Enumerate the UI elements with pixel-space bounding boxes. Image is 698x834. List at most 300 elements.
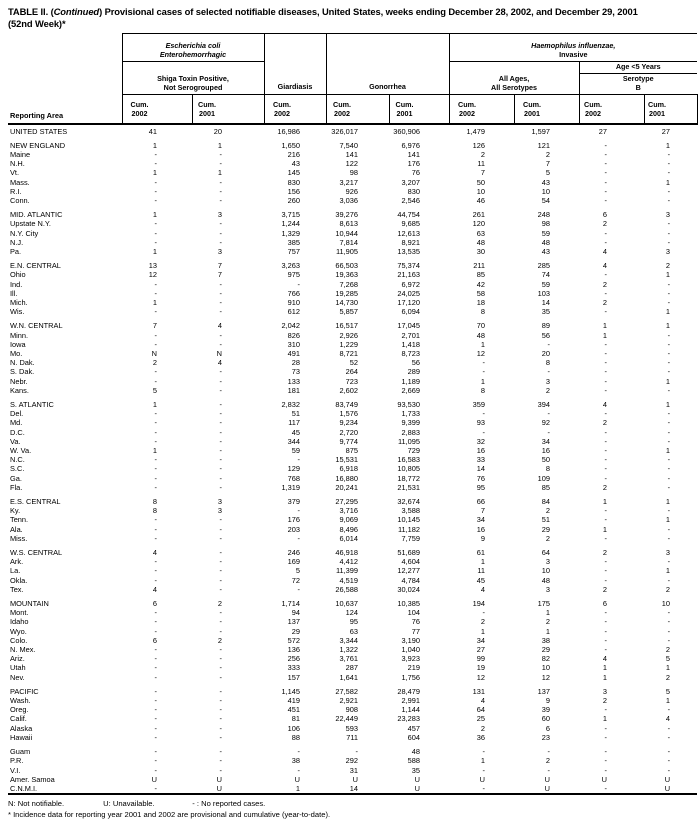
reporting-area-cell: MOUNTAIN [10,599,49,609]
data-cell: 27 [476,645,485,655]
data-cell: 27,295 [335,497,358,507]
ecoli-label-line1: Escherichia coli [165,41,221,50]
data-cell: 1 [602,714,607,724]
table-row [8,627,697,636]
table-row [8,673,697,682]
data-cell: 1,145 [281,686,300,696]
data-cell: 36 [476,732,485,742]
data-cell: U [192,784,264,794]
reporting-area-cell: Calif. [10,714,27,724]
data-cell: 176 [407,159,420,169]
data-cell: 4 [602,654,607,664]
reporting-area-cell: Colo. [10,635,28,645]
data-cell: 1 [152,297,157,307]
column-header-cum-2002-3: Cum. 2002 [326,95,389,124]
data-cell: - [154,696,157,706]
data-cell: - [154,617,157,627]
footnote-u: U: Unavailable. [103,799,155,809]
data-cell: 2 [545,506,550,516]
data-cell: 3 [217,246,222,256]
data-cell: 1 [152,446,157,455]
table-row [8,168,697,177]
data-cell: 10 [541,186,550,196]
data-cell: - [449,784,514,794]
data-cell: - [667,330,671,340]
table-row [8,525,697,534]
table-title-week: (52nd Week)* [8,17,66,29]
data-cell: - [604,645,607,655]
data-cell: U [601,774,607,784]
data-cell: - [667,237,671,247]
data-cell: 4 [665,714,671,724]
data-cell: 39,276 [335,210,358,220]
data-cell: 3 [665,246,671,256]
data-cell: U [544,774,550,784]
data-cell: 768 [287,473,300,483]
data-cell: - [297,747,300,757]
reporting-area-cell: Minn. [10,330,29,340]
data-cell: 1 [217,140,222,150]
table-row [8,270,697,279]
data-cell: 830 [407,186,420,196]
data-cell: 4,519 [339,575,358,585]
table-row [8,733,697,742]
data-cell: - [154,626,157,636]
reporting-area-cell: W.S. CENTRAL [10,548,63,558]
data-cell: 82 [541,654,550,664]
data-cell: 8,723 [401,348,420,358]
table-row [8,219,697,228]
table-row [8,696,697,705]
table-title-main: ) Provisional cases of selected notifiable diseases, United States, weeks ending December 28, 2002, and December 29, 2001 [99,6,638,17]
table-row [8,497,697,506]
data-cell: 4,784 [401,575,420,585]
data-cell: 27 [661,126,671,136]
data-cell: - [154,195,157,205]
age-under5-label: Age <5 Years [615,62,661,71]
data-cell: - [219,409,222,419]
data-cell: 50 [476,177,485,187]
data-cell: 711 [346,732,358,742]
data-cell: 11,399 [335,566,358,576]
data-cell: U [389,784,449,794]
data-cell: - [667,297,671,307]
data-cell: - [219,747,222,757]
data-cell: 22,449 [335,714,358,724]
data-cell: 1,322 [339,645,358,655]
data-cell: 1 [545,608,550,618]
data-cell: 7,540 [339,140,358,150]
data-cell: - [604,455,607,465]
data-cell: - [604,140,607,150]
data-cell: 261 [472,210,485,220]
data-cell: 9,685 [401,219,420,229]
data-cell: U [414,774,420,784]
data-cell: 385 [287,237,300,247]
table-section-9 [8,682,697,742]
data-cell: - [667,149,671,159]
reporting-area-cell: Nebr. [10,376,28,386]
table-section-4 [8,316,697,395]
data-cell: 98 [541,219,550,229]
data-cell: 43 [541,246,550,256]
table-row [8,187,697,196]
data-cell: 4 [602,399,607,409]
data-cell: 7 [480,506,485,516]
data-cell: 3,715 [281,210,300,220]
data-cell: 2 [665,672,671,682]
reporting-area-cell: UNITED STATES [10,126,68,136]
data-cell: 77 [411,626,420,636]
data-cell: - [219,339,222,349]
reporting-area-cell: Idaho [10,617,29,627]
data-cell: 2,720 [339,427,358,437]
data-cell: 38 [541,635,550,645]
data-cell: 1 [152,399,157,409]
data-cell: 1 [480,557,485,567]
data-cell: - [667,533,671,543]
data-cell: - [219,705,222,715]
data-cell: - [219,714,222,724]
table-row [8,437,697,446]
data-cell: - [604,270,607,280]
table-row [8,418,697,427]
data-cell: 45 [291,427,300,437]
data-cell: 2,921 [339,696,358,706]
data-cell: - [219,279,222,289]
data-cell: - [604,168,607,178]
data-cell: - [667,608,671,618]
footnote-symbols [8,799,698,810]
data-cell: - [219,186,222,196]
data-cell: 131 [472,686,485,696]
data-cell: 1 [480,626,485,636]
data-cell: 7 [545,159,550,169]
data-cell: - [604,348,607,358]
data-cell: 29 [541,645,550,655]
table-row [8,474,697,483]
table-row [8,775,697,784]
data-cell: 3 [545,557,550,567]
data-cell: 1 [217,168,222,178]
data-cell: 38 [291,756,300,766]
reporting-area-cell: Ill. [10,288,18,298]
data-cell: 16,583 [397,455,420,465]
data-cell: - [604,195,607,205]
data-cell: - [667,473,671,483]
reporting-area-cell: D.C. [10,427,25,437]
data-cell: - [219,219,222,229]
data-cell: 28 [291,358,300,368]
data-cell: - [604,367,607,377]
reporting-area-cell: R.I. [10,186,22,196]
data-cell: 45 [476,575,485,585]
data-cell: - [219,149,222,159]
data-cell: - [667,455,671,465]
data-cell: 50 [541,455,550,465]
data-cell: 1 [602,524,607,534]
data-cell: 1,733 [401,409,420,419]
data-cell: 246 [287,548,300,558]
data-cell: 2 [602,279,607,289]
data-cell: - [667,747,671,757]
data-cell: 326,017 [331,126,358,136]
data-cell: 18,772 [397,473,420,483]
table-section-8 [8,594,697,682]
subgroup-age-under5 [579,62,697,74]
data-cell: 46 [476,195,485,205]
data-cell: 34 [476,635,485,645]
data-cell: 451 [287,705,300,715]
data-cell: 85 [541,482,550,492]
table-row [8,756,697,765]
data-cell: - [667,288,671,298]
data-cell: - [219,367,222,377]
data-cell: 19 [476,663,485,673]
data-cell: 2 [602,297,607,307]
data-cell: 875 [345,446,358,455]
data-cell: 2 [602,548,607,558]
data-cell: 93,530 [397,399,420,409]
data-cell: - [219,418,222,428]
data-cell: 3,263 [281,261,300,271]
reporting-area-cell: Ohio [10,270,26,280]
reporting-area-cell: Vt. [10,168,20,178]
data-cell: 4 [217,321,222,331]
data-cell: 2,669 [401,385,420,395]
data-cell: U [644,784,697,794]
data-cell: 1,479 [466,126,485,136]
data-cell: - [604,159,607,169]
footnote-n: N: Not notifiable. [8,799,65,809]
data-cell: - [219,723,222,733]
data-cell: 17,120 [397,297,420,307]
data-cell: - [154,756,157,766]
data-cell: - [667,186,671,196]
data-cell: 457 [407,723,420,733]
data-cell: - [482,427,485,437]
data-cell: 588 [407,756,420,766]
data-cell: 16 [541,446,550,455]
header-row-groups [8,34,697,62]
data-cell: 7 [480,168,485,178]
reporting-area-cell: Fla. [10,482,23,492]
data-cell: 6 [545,723,550,733]
table-row [8,124,697,136]
reporting-area-cell: Iowa [10,339,26,349]
data-cell: 2 [480,149,485,159]
data-cell: 24,025 [397,288,420,298]
data-cell: 604 [407,732,420,742]
data-cell: - [154,307,157,317]
data-cell: U [514,784,579,794]
data-cell: - [219,473,222,483]
reporting-area-cell: Nev. [10,672,25,682]
data-cell: 73 [291,367,300,377]
reporting-area-cell: Ind. [10,279,23,289]
data-cell: - [219,626,222,636]
column-group-haemophilus [449,34,697,62]
data-cell: 10 [541,566,550,576]
data-cell: - [547,339,550,349]
data-cell: - [154,686,157,696]
table-row [8,159,697,168]
table-row [8,141,697,150]
data-cell: - [219,645,222,655]
data-cell: 1 [665,446,671,455]
data-cell: - [604,723,607,733]
data-cell: 2 [217,599,222,609]
data-cell: - [154,427,157,437]
table-row [8,515,697,524]
data-cell: 84 [541,497,550,507]
data-cell: - [604,635,607,645]
data-cell: 141 [407,149,420,159]
data-cell: 133 [287,376,300,386]
data-cell: 136 [287,645,300,655]
data-cell: 5 [545,168,550,178]
data-cell: - [604,427,607,437]
data-cell: 117 [288,418,300,428]
data-cell: - [667,168,671,178]
data-cell: - [667,705,671,715]
table-row [8,298,697,307]
table-row [8,358,697,367]
column-group-giardiasis [264,34,326,95]
table-title-prefix: TABLE II. ( [8,6,54,17]
data-cell: 1 [152,246,157,256]
data-cell: - [547,747,550,757]
data-cell: 6,014 [339,533,358,543]
data-cell: 2 [152,358,157,368]
data-cell: - [604,626,607,636]
data-cell: 122 [345,159,358,169]
data-cell: 8 [152,506,157,516]
data-cell: 729 [407,446,420,455]
data-cell: - [219,654,222,664]
data-cell: 46,918 [335,548,358,558]
table-row [8,229,697,238]
data-cell: 2 [545,385,550,395]
data-cell: 20 [213,126,222,136]
data-cell: 1 [665,399,671,409]
data-cell: 76 [411,168,420,178]
data-cell: 29 [541,524,550,534]
data-cell: 21,531 [397,482,420,492]
data-cell: 64 [476,705,485,715]
table-row [8,307,697,316]
column-header-cum-2002-5: Cum. 2002 [449,95,514,124]
data-cell: 34 [541,436,550,446]
reporting-area-cell: Oreg. [10,705,29,715]
data-cell: - [154,645,157,655]
data-cell: - [604,533,607,543]
data-cell: 6,972 [401,279,420,289]
data-cell: - [604,765,607,775]
data-cell: 156 [287,186,300,196]
data-cell: - [219,515,222,525]
data-cell: 74 [541,270,550,280]
reporting-area-cell: C.N.M.I. [8,784,122,794]
column-header-cum-2002-7: Cum. 2002 [579,95,644,124]
data-cell: 3,036 [339,195,358,205]
data-cell: 3 [217,497,222,507]
data-cell: - [219,385,222,395]
data-cell: N [151,348,157,358]
table-row [8,687,697,696]
data-cell: 830 [287,177,300,187]
data-cell: - [154,159,157,169]
data-cell: - [604,385,607,395]
data-cell: 16 [476,524,485,534]
reporting-area-cell: N. Dak. [10,358,35,368]
table-row [8,766,697,775]
data-cell: - [154,473,157,483]
data-cell: 287 [345,663,358,673]
reporting-area-cell: N.C. [10,455,25,465]
data-cell: 39 [541,705,550,715]
data-cell: 3 [602,686,607,696]
data-cell: 126 [472,140,485,150]
table-row [8,663,697,672]
reporting-area-cell: Mont. [10,608,29,618]
reporting-area-label: Reporting Area [10,110,64,120]
data-cell: 2 [602,696,607,706]
data-cell: 51,689 [397,548,420,558]
data-cell: 2 [602,584,607,594]
column-header-cum-2001-8: Cum. 2001 [644,95,697,124]
table-row [8,654,697,663]
data-cell: 15,531 [335,455,358,465]
data-cell: 10,145 [397,515,420,525]
data-cell: - [154,608,157,618]
data-cell: 4 [602,246,607,256]
data-cell: - [122,784,192,794]
data-cell: 30,024 [397,584,420,594]
data-cell: 1,144 [401,705,420,715]
data-cell: 1 [480,756,485,766]
data-cell: - [604,339,607,349]
haemophilus-label-line1: Haemophilus influenzae, [531,41,616,50]
data-cell: 4,604 [401,557,420,567]
data-cell: - [604,515,607,525]
data-cell: 76 [476,473,485,483]
data-cell: - [667,765,671,775]
data-cell: 12 [541,672,550,682]
table-header [8,34,697,124]
data-cell: 42 [476,279,485,289]
table-row [8,645,697,654]
data-cell: 3,207 [401,177,420,187]
data-cell: - [219,455,222,465]
table-row [8,747,697,756]
data-cell: 72 [291,575,300,585]
reporting-area-cell: PACIFIC [10,686,39,696]
reporting-area-cell: Ga. [10,473,22,483]
all-ages-label-line2: All Serotypes [491,83,537,92]
table-row [8,178,697,187]
data-cell: 4 [480,696,485,706]
data-cell: - [219,376,222,386]
data-cell: 56 [541,330,550,340]
subgroup-serotype-b [579,74,697,95]
data-cell: - [547,367,550,377]
data-cell: 137 [287,617,300,627]
data-cell: 41 [148,126,157,136]
data-cell: 1 [665,270,671,280]
data-cell: 766 [287,288,300,298]
data-cell: 181 [287,385,300,395]
